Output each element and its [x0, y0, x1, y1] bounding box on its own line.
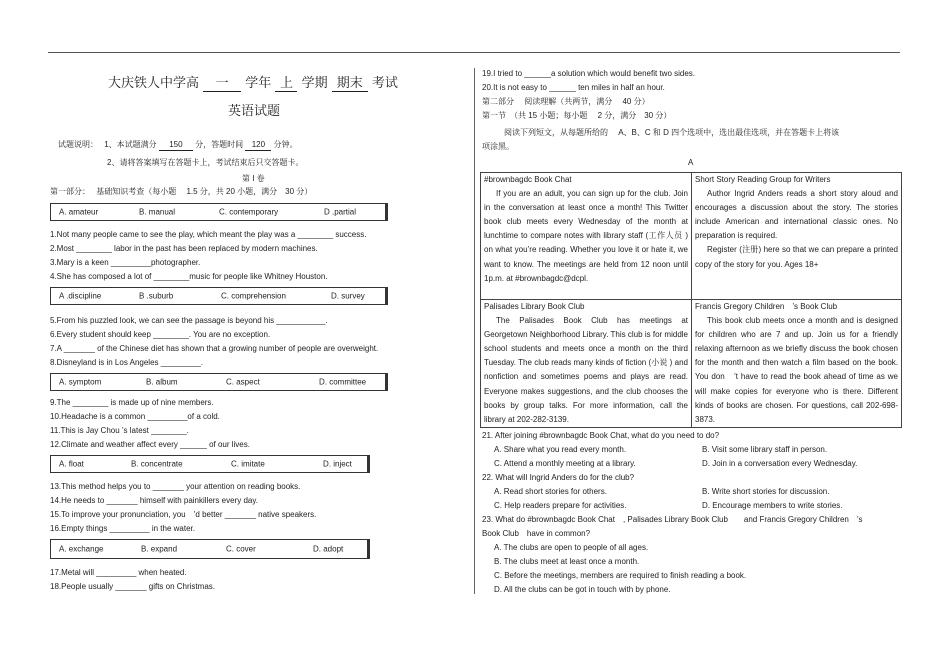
club-description: Author Ingrid Anders reads a short story aloud and encourages a discussion about the story. The stories include American and international classic ones. No preparation is required. — [695, 189, 898, 241]
q23-option-c: C. Before the meetings, members are required to finish reading a book. — [494, 571, 747, 580]
question-8: 8.Disneyland is in Los Angeles _________. — [50, 358, 203, 367]
column-divider — [474, 68, 475, 594]
question-16: 16.Empty things _________ in the water. — [50, 524, 195, 533]
question-5: 5.From his puzzled look, we can see the passage is beyond his ___________. — [50, 316, 328, 325]
question-14: 14.He needs to _______ himself with painkillers every day. — [50, 496, 258, 505]
question-18: 18.People usually _______ gifts on Christmas. — [50, 582, 215, 591]
question-1: 1.Not many people came to see the play, which meant the play was a ________ success. — [50, 230, 367, 239]
options-box-3: A. symptom B. album C. aspect D. committee — [50, 373, 388, 391]
club-description: The Palisades Book Club has meetings at Georgetown Neighborhood Library. This club is for middle school students and meets once a month on the third Tuesday. The club reads many kinds of fiction (小说 ) and nonfiction and sometimes poems and plays are read. Everyone makes suggestions, and the club chooses the books by group talks. For more information, call the library at 202-282-3139. — [484, 316, 688, 424]
question-11: 11.This is Jay Chou ’s latest ________. — [50, 426, 189, 435]
reading-instructions: 阅读下列短文，从每题所给的 A、B、C 和 D 四个选项中，选出最佳选项，并在答题卡上将该 — [504, 128, 840, 137]
question-23: 23. What do #brownbagdc Book Chat , Palisades Library Book Club and Francis Gregory Children ’s — [482, 515, 863, 524]
q22-option-b: B. Write short stories for discussion. — [702, 487, 830, 496]
q21-option-c: C. Attend a monthly meeting at a library. — [494, 459, 636, 468]
options-box-1: A. amateur B. manual C. contemporary D .partial — [50, 203, 388, 221]
options-box-4: A. float B. concentrate C. imitate D. inject — [50, 455, 370, 473]
q23-option-d: D. All the clubs can be got in touch with by phone. — [494, 585, 671, 594]
question-3: 3.Mary is a keen _________photographer. — [50, 258, 201, 267]
club-description: Register (注册) here so that we can prepare a printed copy of the story for you. Ages 18+ — [695, 245, 898, 269]
club-palisades — [480, 299, 692, 428]
part2-heading: 第二部分 阅读理解（共两节，满分 40 分） — [482, 97, 650, 106]
q23-option-a: A. The clubs are open to people of all ages. — [494, 543, 649, 552]
club-short-story — [691, 172, 902, 300]
club-title: Francis Gregory Children ’s Book Club — [695, 302, 838, 311]
question-6: 6.Every student should keep ________. You are no exception. — [50, 330, 271, 339]
question-19: 19.I tried to ______a solution which would benefit two sides. — [482, 69, 696, 78]
reading-instructions-cont: 项涂黑。 — [482, 142, 514, 151]
q22-option-a: A. Read short stories for others. — [494, 487, 607, 496]
q21-option-a: A. Share what you read every month. — [494, 445, 627, 454]
club-title: #brownbagdc Book Chat — [484, 175, 572, 184]
question-2: 2.Most ________ labor in the past has been replaced by modern machines. — [50, 244, 318, 253]
q21-option-d: D. Join in a conversation every Wednesday. — [702, 459, 858, 468]
question-17: 17.Metal will _________ when heated. — [50, 568, 187, 577]
question-23-cont: Book Club have in common? — [482, 529, 591, 538]
question-7: 7.A _______ of the Chinese diet has shown that a growing number of people are overweight. — [50, 344, 379, 353]
options-box-2: A .discipline B .suburb C. comprehension D. survey — [50, 287, 388, 305]
q23-option-b: B. The clubs meet at least once a month. — [494, 557, 640, 566]
part1-heading: 第一部分： 基础知识考查（每小题 1.5 分，共 20 小题，满分 30 分） — [50, 187, 313, 196]
q22-option-d: D. Encourage members to write stories. — [702, 501, 843, 510]
question-10: 10.Headache is a common _________of a cold. — [50, 412, 220, 421]
subject-title: 英语试题 — [228, 104, 281, 119]
section1-heading: 第一节 （共 15 小题；每小题 2 分，满分 30 分） — [482, 111, 672, 120]
question-21: 21. After joining #brownbagdc Book Chat, what do you need to do? — [482, 431, 720, 440]
top-rule — [48, 52, 900, 53]
question-4: 4.She has composed a lot of ________music for people like Whitney Houston. — [50, 272, 328, 281]
question-9: 9.The ________ is made up of nine members. — [50, 398, 214, 407]
question-12: 12.Climate and weather affect every ______ of our lives. — [50, 440, 250, 449]
q22-option-c: C. Help readers prepare for activities. — [494, 501, 627, 510]
club-description: If you are an adult, you can sign up for the club. Join in the conversation at least once a month! This Twitter book club meets every Wednesday of the month at lunchtime to compare notes with library staff (工作人员 ) on what you’re reading. Whether you love it or hate it, we want to know. The meetings are held from 12 noon until 1p.m. at #brownbagdc@dcpl. — [484, 189, 688, 283]
passage-label: A — [688, 158, 694, 167]
volume-label: 第 I 卷 — [242, 174, 265, 183]
club-description: This book club meets once a month and is designed for children who are 7 and up. Join us for a friendly relaxing afternoon as we briefly discuss the book chosen for the month and then watch a film based on the book. You don ’t have to read the book ahead of time as we will make copies for everyone who is there. Different kinds of books are chosen. For questions, call 202-698-3873. — [695, 316, 898, 424]
q21-option-b: B. Visit some library staff in person. — [702, 445, 828, 454]
question-15: 15.To improve your pronunciation, you ’d better _______ native speakers. — [50, 510, 317, 519]
options-box-5: A. exchange B. expand C. cover D. adopt — [50, 539, 370, 559]
club-brownbagdc — [480, 172, 692, 300]
club-title: Palisades Library Book Club — [484, 302, 585, 311]
club-francis-gregory — [691, 299, 902, 428]
question-13: 13.This method helps you to _______ your attention on reading books. — [50, 482, 301, 491]
question-22: 22. What will Ingrid Anders do for the club? — [482, 473, 635, 482]
instructions-line2: 2、请将答案填写在答题卡上，考试结束后只交答题卡。 — [107, 158, 304, 167]
instructions-line1: 试题说明： 1、本试题满分 150 分，答题时间 120 分钟。 — [58, 140, 298, 149]
exam-title: 大庆铁人中学高 一 学年 上 学期 期末 考试 — [108, 72, 398, 92]
club-title: Short Story Reading Group for Writers — [695, 175, 831, 184]
question-20: 20.It is not easy to ______ ten miles in half an hour. — [482, 83, 665, 92]
